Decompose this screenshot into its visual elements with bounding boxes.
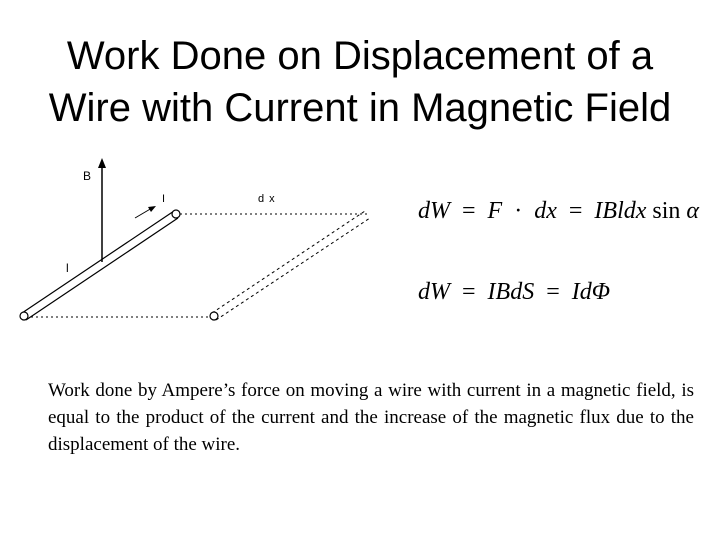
eq1-term-force: F bbox=[487, 198, 503, 224]
eq1-sin: sin bbox=[652, 198, 681, 224]
eq1-dot: · bbox=[514, 198, 523, 224]
eq2-equals-1: = bbox=[462, 279, 476, 305]
current-arrowhead bbox=[148, 206, 156, 212]
description-text: Work done by Ampere’s force on moving a wire with current in a magnetic field, is equal to the product of the current and the increase of the magnetic flux due to the displacement of the wire. bbox=[48, 380, 694, 455]
eq2-term-ibds: IBdS bbox=[487, 279, 535, 305]
wire-edge-a bbox=[22, 211, 174, 313]
eq2-lhs: dW bbox=[418, 279, 450, 305]
eq1-equals-2: = bbox=[568, 198, 583, 224]
wire-end-near bbox=[20, 312, 28, 320]
eq1-equals-1: = bbox=[462, 198, 476, 224]
wire-end-far bbox=[172, 210, 180, 218]
displaced-wire-edge-a bbox=[212, 211, 365, 313]
label-i: I bbox=[162, 193, 166, 205]
title-line-1: Work Done on Displacement of a bbox=[66, 34, 654, 78]
title-line-2: Wire with Current in Magnetic Field bbox=[48, 86, 672, 130]
equation-work-force bbox=[418, 198, 699, 225]
eq1-alpha: α bbox=[686, 198, 700, 224]
eq1-lhs: dW bbox=[418, 198, 450, 224]
slide-title bbox=[0, 30, 720, 134]
current-arrow bbox=[135, 208, 152, 218]
label-b: B bbox=[83, 169, 92, 183]
eq1-term-dx: dx bbox=[534, 198, 557, 224]
label-dx: d x bbox=[258, 193, 276, 205]
equation-work-flux bbox=[418, 279, 610, 306]
displaced-wire-end-near bbox=[210, 312, 218, 320]
eq2-equals-2: = bbox=[546, 279, 560, 305]
b-field-arrowhead bbox=[98, 158, 106, 168]
wire-displacement-diagram bbox=[0, 150, 400, 340]
label-l: l bbox=[66, 261, 69, 275]
eq2-term-idphi: IdΦ bbox=[571, 279, 611, 305]
eq1-term-ibldx: IBldx bbox=[594, 198, 647, 224]
displaced-wire-edge-b bbox=[216, 218, 370, 320]
